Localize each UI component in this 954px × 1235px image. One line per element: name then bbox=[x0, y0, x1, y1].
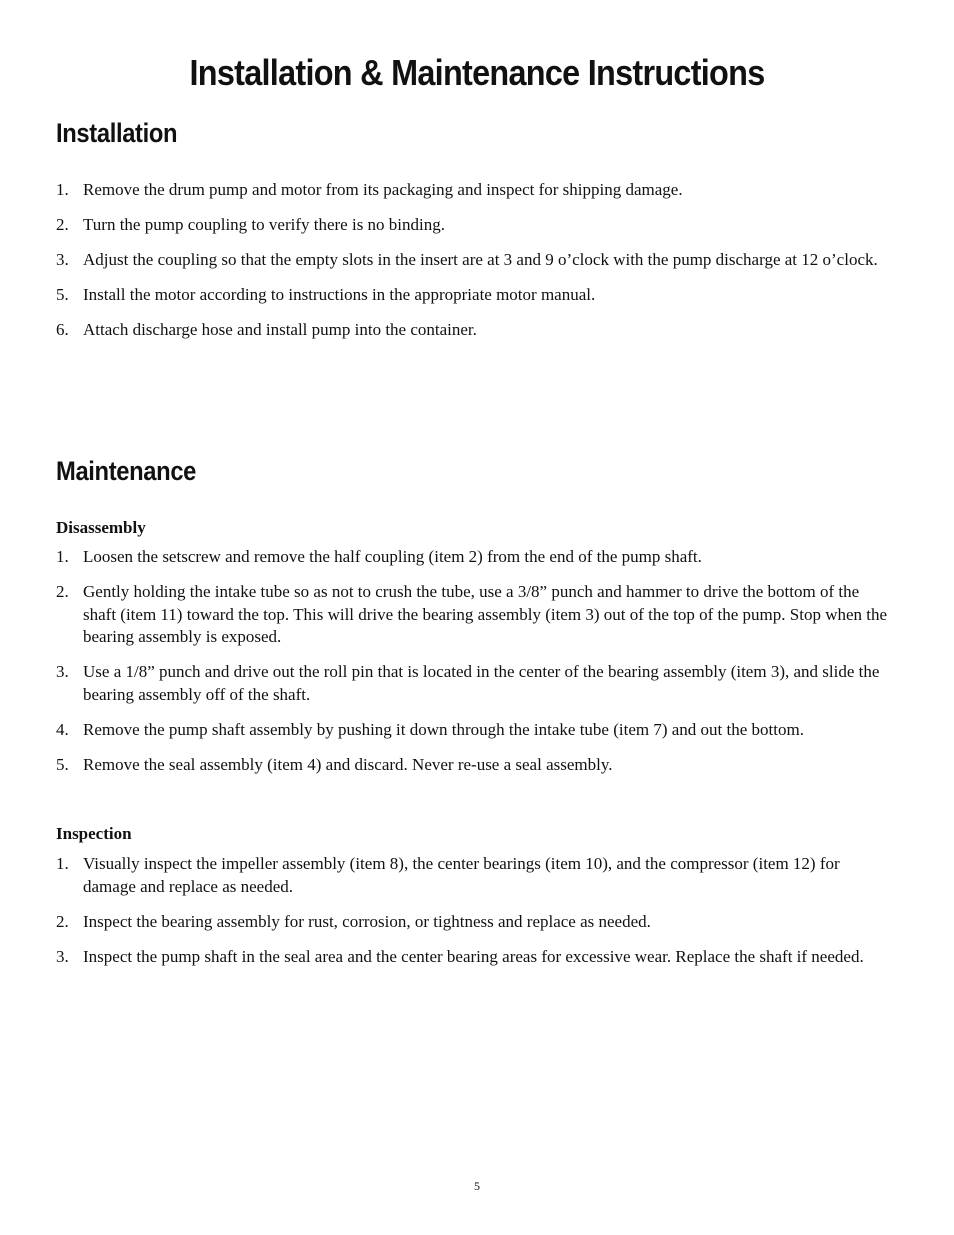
list-item: 2. Inspect the bearing assembly for rust, corrosion, or tightness and replace as needed. bbox=[56, 911, 651, 931]
disassembly-steps bbox=[56, 546, 896, 789]
inspection-steps bbox=[56, 853, 896, 981]
inspection-heading: Inspection bbox=[56, 824, 132, 843]
installation-steps bbox=[56, 179, 896, 354]
list-item: 2. Gently holding the intake tube so as not to crush the tube, use a 3/8” punch and hammer to drive the bottom of the shaft (item 11) toward the top. This will drive the bearing assembly (item 3) out of the top of the pump. Stop when the bearing assembly is exposed. bbox=[56, 582, 888, 646]
list-item: 3. Inspect the pump shaft in the seal area and the center bearing areas for excessive wear. Replace the shaft if needed. bbox=[56, 946, 864, 966]
maintenance-heading: Maintenance bbox=[56, 456, 197, 486]
installation-heading: Installation bbox=[56, 118, 178, 148]
list-item: 1. Loosen the setscrew and remove the half coupling (item 2) from the end of the pump shaft. bbox=[56, 547, 702, 566]
page-title: Installation & Maintenance Instructions bbox=[189, 52, 765, 93]
list-item: 1. Remove the drum pump and motor from its packaging and inspect for shipping damage. bbox=[56, 180, 683, 199]
list-item: 5. Remove the seal assembly (item 4) and discard. Never re-use a seal assembly. bbox=[56, 754, 613, 774]
disassembly-heading: Disassembly bbox=[56, 518, 146, 537]
list-item: 1. Visually inspect the impeller assembly (item 8), the center bearings (item 10), and the compressor (item 12) for damage and replace as needed. bbox=[56, 854, 840, 896]
list-item: 3. Adjust the coupling so that the empty slots in the insert are at 3 and 9 o’clock with the pump discharge at 12 o’clock. bbox=[56, 250, 878, 269]
list-item: 6. Attach discharge hose and install pump into the container. bbox=[56, 320, 477, 339]
list-item: 3. Use a 1/8” punch and drive out the roll pin that is located in the center of the bearing assembly (item 3), and slide the bearing assembly off of the shaft. bbox=[56, 662, 880, 704]
list-item: 4. Remove the pump shaft assembly by pushing it down through the intake tube (item 7) and out the bottom. bbox=[56, 719, 804, 739]
list-item: 2. Turn the pump coupling to verify there is no binding. bbox=[56, 215, 446, 234]
page-number: 5 bbox=[474, 1179, 480, 1193]
list-item: 5. Install the motor according to instructions in the appropriate motor manual. bbox=[56, 285, 596, 304]
